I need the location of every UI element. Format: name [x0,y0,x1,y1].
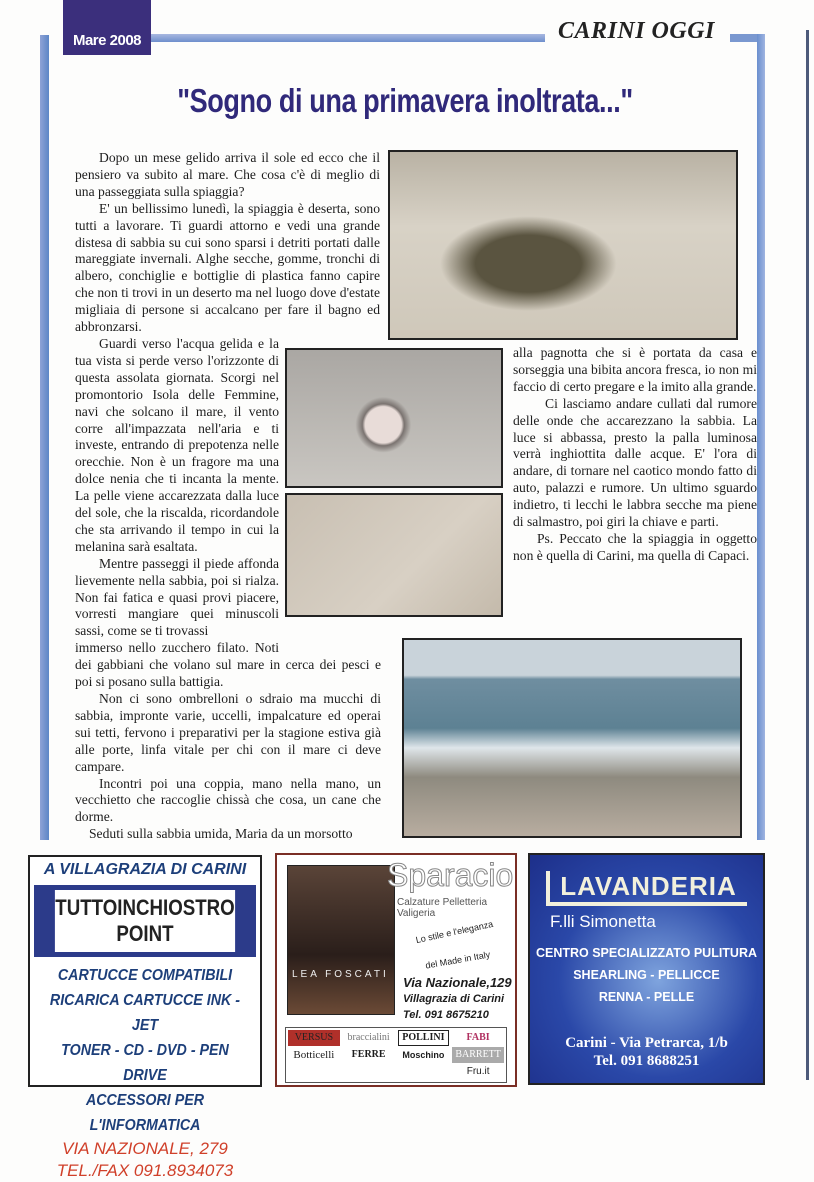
photo-man-walking-shore [402,638,742,838]
paragraph: Non ci sono ombrelloni o sdraio ma mucchi di sabbia, impronte varie, uccelli, impalcature ed operai sui tetti, fervono i preparativi per la stagione estiva già alle porte, linfa vitale per chi con il mare ci deve campare. [75,691,381,774]
brand-logo: braccialini [347,1032,390,1043]
paragraph: Ci lasciamo andare cullati dal rumore delle onde che accarezzano la sabbia. La luce si abbassa, presto la palla luminosa verrà inghiottita dalle acque. E' l'ora di andare, di tornare nel caotico mondo fatto di auto, palazzi e rumore. Un ultimo sguardo indietro, ti lecchi le labbra secche ma piene di salmastro, poi giri la chiave e parti. [513,395,757,530]
ad-lavanderia [528,853,765,1085]
ad-line: CARTUCCE COMPATIBILI [57,967,233,984]
ad-line: CENTRO SPECIALIZZATO PULITURA [535,946,758,960]
ad-name: LAVANDERIA [546,871,747,906]
brand-logo: FABI [466,1032,490,1043]
ad-phone: Tel. 091 8675210 [403,1009,489,1021]
paragraph: immerso nello zucchero filato. Noti dei gabbiani che volano sul mare in cerca dei pesci e poi si posano sulla battigia. [75,640,381,690]
ad-tuttoinchiostro [28,855,262,1180]
ad-subtitle: Calzature Pelletteria Valigeria [397,897,488,919]
ad-phone: TEL./FAX 091.8934073 [56,1161,234,1180]
frame-left [40,35,49,840]
ad-phone: Tel. 091 8688251 [593,1053,700,1069]
ad-slogan: Lo stile e l'eleganza [414,918,494,946]
ad-slogan: del Made in Italy [424,949,491,971]
photo-brand: LEA FOSCATI [292,969,389,980]
next-page-edge [806,30,809,1080]
ad-line: ACCESSORI PER L'INFORMATICA [85,1092,205,1134]
magazine-brand: CARINI OGGI [558,18,715,44]
ad-city: Villagrazia di Carini [403,993,505,1005]
ad-address: Via Nazionale,129 [403,975,512,990]
ad-logo: TUTTOINCHIOSTRO POINT [55,890,235,952]
ad-line: TONER - CD - DVD - PEN DRIVE [61,1042,229,1084]
ad-services [530,942,763,1008]
brand-logo: Botticelli [293,1049,335,1061]
frame-right [757,34,765,840]
ad-model-photo [287,865,395,1015]
photo-seashell [285,348,503,488]
ad-contact [403,975,512,1023]
paragraph: Mentre passeggi il piede affonda lievemente nella sabbia, poi si rialza. Non fai fatica e quasi provi piacere, vorresti mangiare quei minuscoli sassi, come se ti trovassi [75,555,279,639]
ad-address: Carini - Via Petrarca, 1/b [565,1035,728,1051]
frame-top [150,34,545,42]
ad-location: A VILLAGRAZIA DI CARINI [43,861,247,878]
photo-beach-debris [388,150,738,340]
brand-logo: Fru.it [466,1066,490,1077]
ad-line: RICARICA CARTUCCE INK - JET [49,992,241,1034]
brand-logo: Moschino [402,1050,445,1060]
wrap-spacer [380,150,381,336]
brand-logo: FERRE [351,1049,386,1060]
ad-brand-grid [285,1027,507,1083]
ad-name: Sparacio [387,857,514,893]
paragraph: Ps. Peccato che la spiaggia in oggetto non è quella di Carini, ma quella di Capaci. [513,530,757,563]
ad-address: VIA NAZIONALE, 279 [62,1139,228,1158]
brand-logo: BARRETT [452,1047,504,1063]
paragraph: Dopo un mese gelido arriva il sole ed ecco che il pensiero va subito al mare. Che cosa c'è di meglio di una passeggiata sulla spiaggia? [75,150,380,199]
issue-tab: Mare 2008 [63,0,151,55]
paragraph: E' un bellissimo lunedì, la spiaggia è deserta, sono tutti a lavorare. Ti guardi attorno e vedi una grande distesa di sabbia su cui sono sparsi i detriti portati dalle mareggiate invernali. Alghe secche, gomme, tronchi di albero, conchiglie e bottiglie di plastica fanno capire che non ti trovi in un deserto ma nel luogo dove d'estate migliaia di persone si accalcano per fare il bagno ed abbronzarsi. [75,200,380,335]
ad-owner: F.lli Simonetta [550,912,656,931]
brand-logo: VERSUS [288,1030,340,1046]
photo-footprints [285,493,503,617]
ad-logo-band [34,885,256,957]
ad-line: SHEARLING - PELLICCE [573,968,720,982]
paragraph: Incontri poi una coppia, mano nella mano, un vecchietto che raccoglie chissà che cosa, un cane che dorme. [75,775,381,825]
ad-sparacio [275,853,517,1087]
article-title: "Sogno di una primavera inoltrata..." [177,82,633,119]
paragraph: Guardi verso l'acqua gelida e la tua vista si perde verso l'orizzonte di questa assolata giornata. Scorgi nel promontorio Isola delle Femmine, navi che solcano il mare, il vento corre all'impazzata nell'aria e ti investe, entrando di prepotenza nelle orecchie. Non è un fragore ma una dolce nenia che ti incanta la mente. La pelle viene accarezzata dalla luce del sole, che la riscalda, ricordandole che sta arrivando il tempo in cui la melanina sarà esaltata. [75,335,279,554]
paragraph: alla pagnotta che si è portata da casa e sorseggia una bibita ancora fresca, io non mi faccio di certo pregare e la imito alla grande. [513,345,757,394]
ad-line: RENNA - PELLE [598,990,695,1004]
paragraph: Seduti sulla sabbia umida, Maria da un morsotto [89,826,353,842]
text-column-right [513,345,757,565]
brand-logo: POLLINI [398,1030,450,1046]
